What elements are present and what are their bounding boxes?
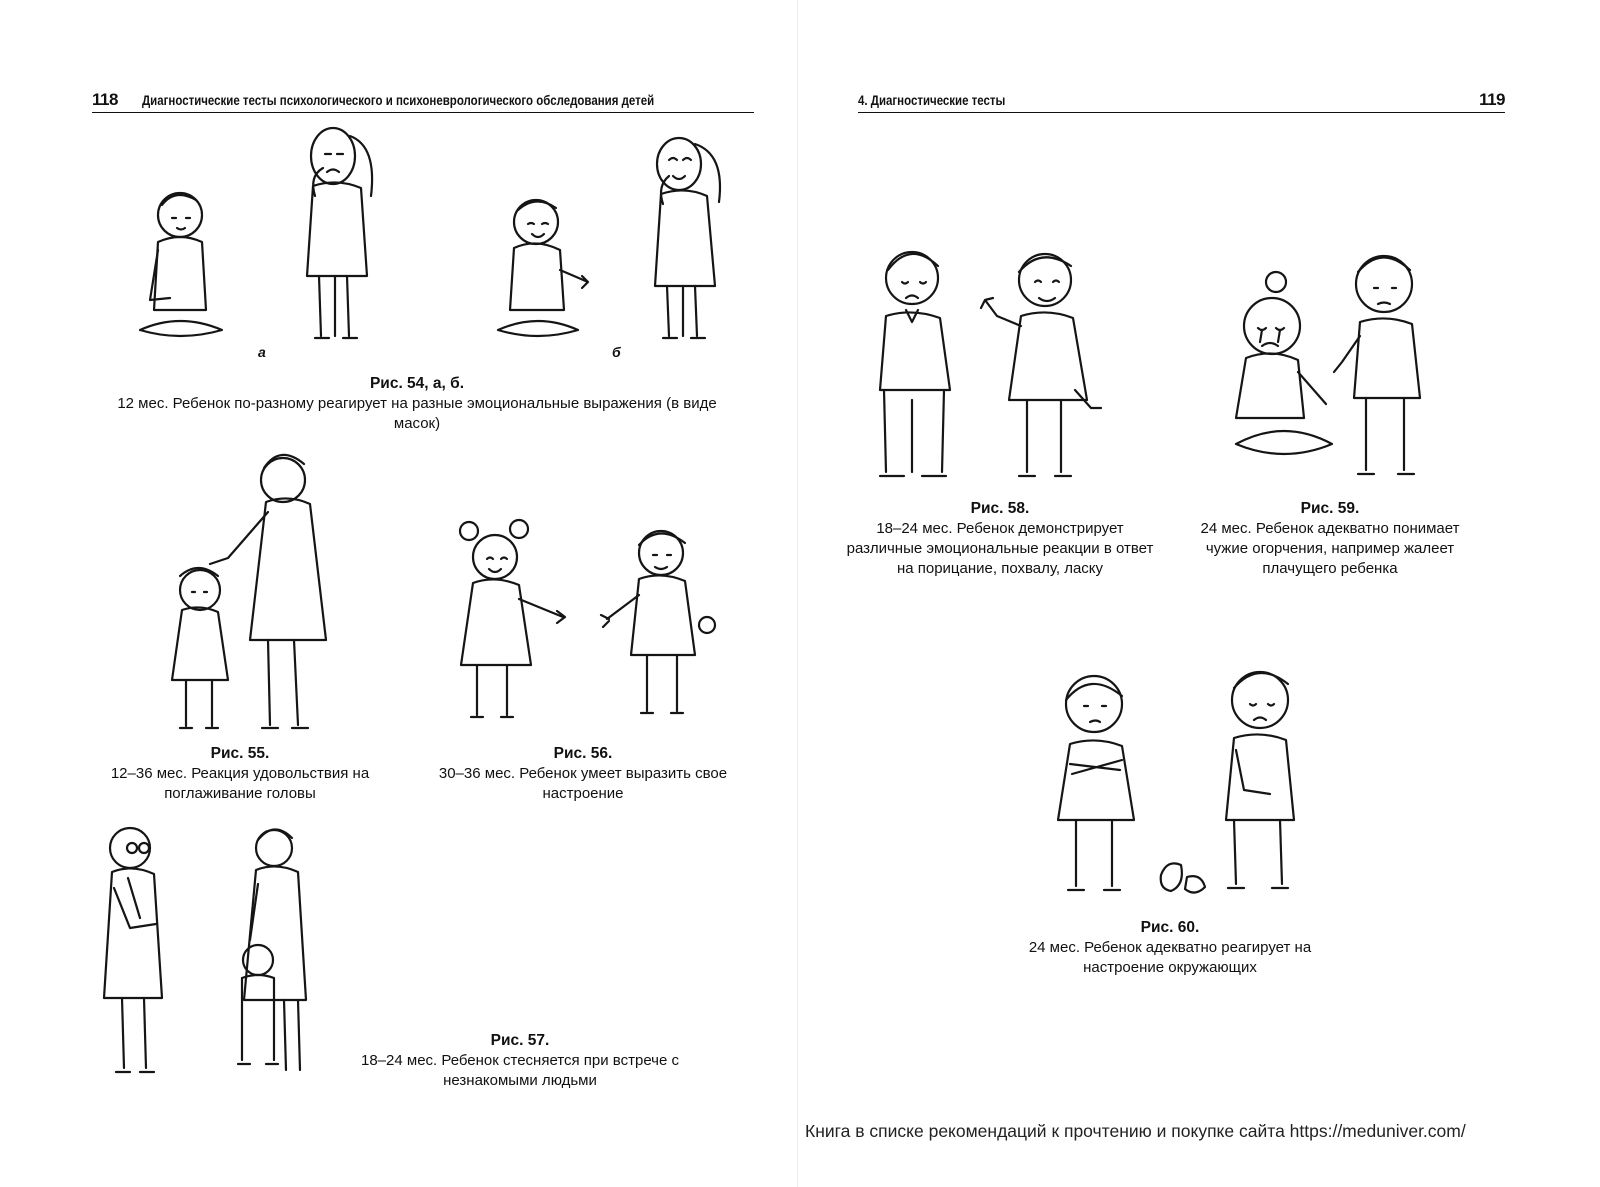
page-number-right: 119 [1479, 90, 1505, 109]
illustration-fig58-sad-boy [870, 240, 960, 490]
caption-fig55-text: 12–36 мес. Реакция удовольствия на поглаживание головы [110, 765, 370, 802]
caption-fig56-title: Рис. 56. [553, 745, 613, 762]
caption-fig56 [428, 744, 738, 804]
illustration-fig60-girl-arms-crossed [1040, 660, 1150, 900]
illustration-fig60-sad-boy [1210, 650, 1310, 900]
page-gutter [797, 0, 798, 1187]
caption-fig60-text: 24 мес. Ребенок адекватно реагирует на настроение окружающих [1028, 939, 1312, 976]
illustration-fig56-girl-with-flower [595, 515, 725, 725]
running-head-right [858, 88, 1505, 113]
caption-fig57-text: 18–24 мес. Ребенок стесняется при встрече с незнакомыми людьми [361, 1052, 679, 1089]
caption-fig57-title: Рис. 57. [490, 1032, 550, 1049]
illustration-fig60-broken-toy [1155, 855, 1210, 900]
illustration-fig57-mother-with-shy-child [228, 820, 316, 1082]
caption-fig59-title: Рис. 59. [1300, 500, 1360, 517]
caption-fig55-title: Рис. 55. [210, 745, 270, 762]
page-number-left: 118 [92, 90, 118, 109]
illustration-fig54a-sitting-child [130, 180, 230, 350]
fig54-sublabel-b: б [612, 344, 621, 360]
illustration-fig54a-sad-mask-adult [295, 126, 385, 348]
caption-fig58-text: 18–24 мес. Ребенок демонстрирует различные эмоциональные реакции в ответ на порицание, похвалу, ласку [846, 520, 1154, 577]
caption-fig59 [1180, 499, 1480, 579]
running-title-right: 4. Диагностические тесты [858, 92, 1006, 108]
watermark-text: Книга в списке рекомендаций к прочтению и покупке сайта https://meduniver.com/ [805, 1121, 1466, 1141]
illustration-fig58-happy-boy-waving [975, 240, 1105, 485]
caption-fig55 [90, 744, 390, 804]
running-head-left [92, 88, 754, 113]
caption-fig54-text: 12 мес. Ребенок по-разному реагирует на разные эмоциональные выражения (в виде масок) [117, 395, 717, 432]
caption-fig59-text: 24 мес. Ребенок адекватно понимает чужие огорчения, например жалеет плачущего ребенка [1200, 520, 1460, 577]
illustration-fig56-smiling-girl [455, 515, 580, 725]
illustration-fig57-doctor [100, 818, 180, 1080]
illustration-fig59-comforting-child [1330, 232, 1440, 482]
illustration-fig54b-happy-mask-adult [645, 136, 735, 348]
caption-fig60 [1010, 918, 1330, 978]
caption-fig57 [330, 1031, 710, 1091]
illustration-fig54b-sitting-child [490, 190, 595, 348]
caption-fig58-title: Рис. 58. [970, 500, 1030, 517]
caption-fig58 [845, 499, 1155, 579]
illustration-fig59-crying-child [1232, 268, 1342, 473]
caption-fig54 [112, 374, 722, 434]
illustration-fig55-adult-pats-child [158, 440, 338, 740]
running-title-left: Диагностические тесты психологического и психоневрологического обследования детей [142, 92, 655, 108]
caption-fig54-title: Рис. 54, а, б. [369, 375, 465, 392]
fig54-sublabel-a: а [258, 344, 266, 360]
caption-fig56-text: 30–36 мес. Ребенок умеет выразить свое настроение [438, 765, 728, 802]
caption-fig60-title: Рис. 60. [1140, 919, 1200, 936]
